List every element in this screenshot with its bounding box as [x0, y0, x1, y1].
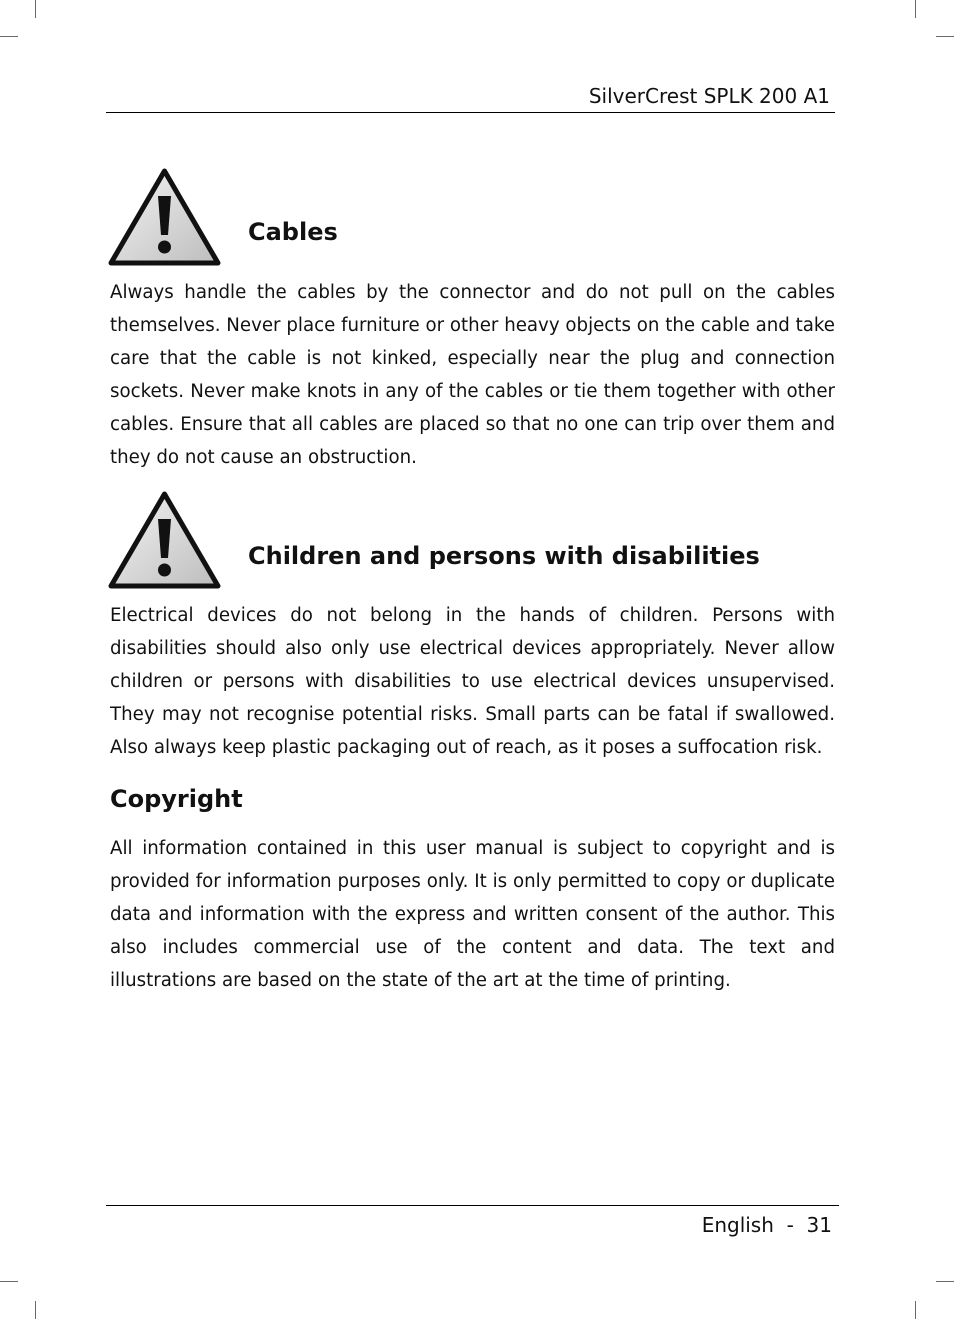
- section-title-cables: Cables: [248, 218, 338, 246]
- crop-mark: [35, 1301, 36, 1319]
- warning-triangle-icon: [108, 491, 221, 589]
- section-title-copyright: Copyright: [110, 785, 243, 813]
- crop-mark: [0, 1281, 18, 1282]
- crop-mark: [0, 36, 18, 37]
- footer-divider: [106, 1205, 839, 1206]
- crop-mark: [915, 0, 916, 18]
- page-number: English - 31: [701, 1213, 832, 1237]
- crop-mark: [35, 0, 36, 18]
- header-divider: [106, 112, 835, 113]
- running-header: SilverCrest SPLK 200 A1: [588, 84, 830, 108]
- warning-triangle-icon: [108, 168, 221, 266]
- section-body-copyright: All information contained in this user manual is subject to copyright and is provided for information purposes only. It is only permitted to copy or duplicate data and information with the express and written consent of the author. This also includes commercial use of the content and data. The text and illustrations are based on the state of the art at the time of printing.: [110, 838, 835, 991]
- section-body-children: Electrical devices do not belong in the hands of children. Persons with disabilities should also only use electrical devices appropriately. Never allow children or persons with disabilities to use electrical devices unsupervised. They may not recognise potential risks. Small parts can be fatal if swallowed. Also always keep plastic packaging out of reach, as it poses a suffocation risk.: [110, 605, 835, 758]
- section-title-children: Children and persons with disabilities: [248, 542, 760, 570]
- crop-mark: [915, 1301, 916, 1319]
- crop-mark: [936, 36, 954, 37]
- crop-mark: [936, 1281, 954, 1282]
- section-body-cables: Always handle the cables by the connector and do not pull on the cables themselves. Never place furniture or other heavy objects on the cable and take care that the cable is not kinked, especially near the plug and connection sockets. Never make knots in any of the cables or tie them together with other cables. Ensure that all cables are placed so that no one can trip over them and they do not cause an obstruction.: [110, 282, 835, 468]
